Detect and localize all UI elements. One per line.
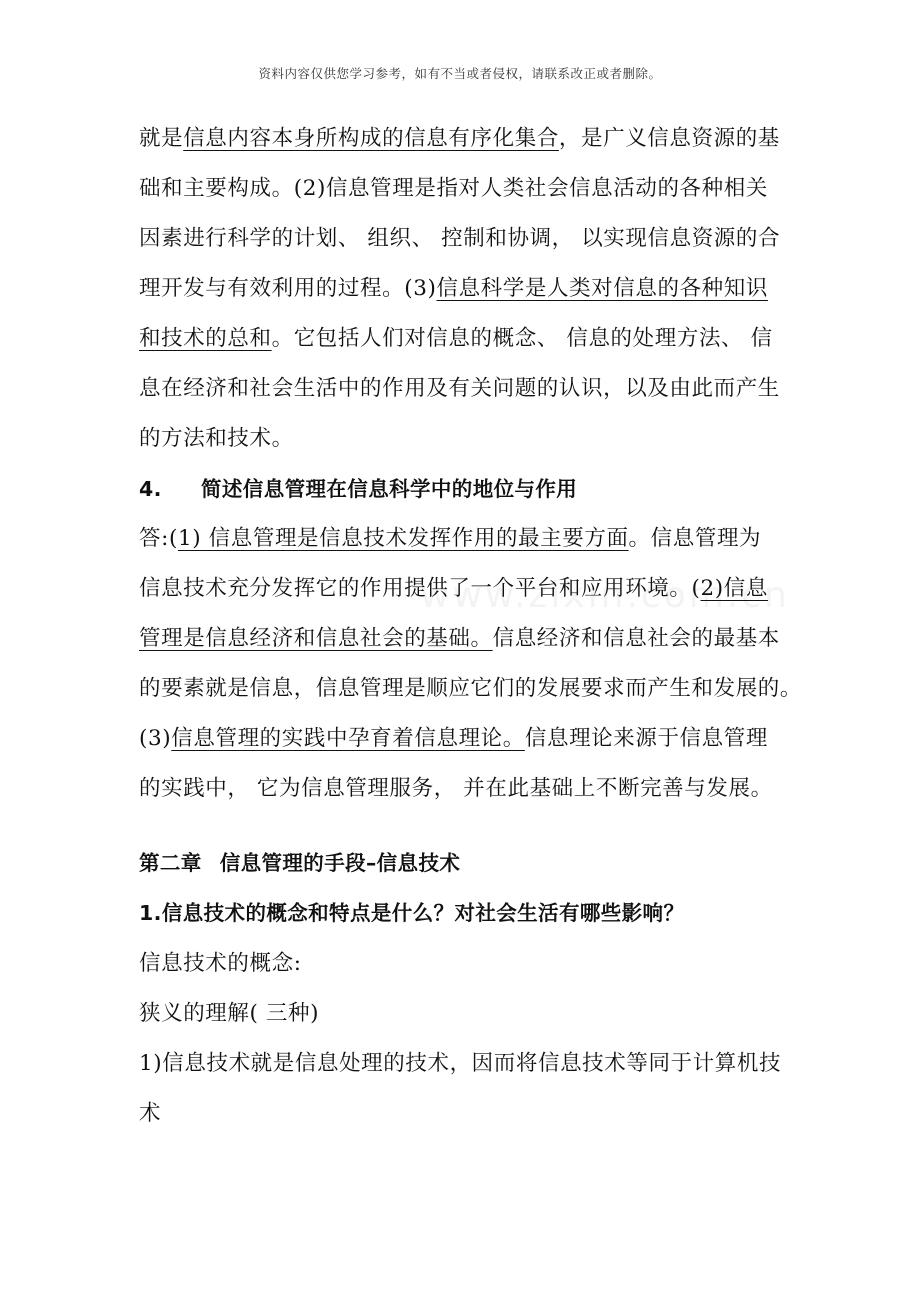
para1-line6: 息在经济和社会生活中的作用及有关问题的认识，以及由此而产生	[139, 376, 780, 401]
underlined-span: 1) 信息管理是信息技术发挥作用的最主要方面	[177, 526, 629, 551]
item1-line1: 1)信息技术就是信息处理的技术，因而将信息技术等同于计算机技	[139, 1051, 782, 1076]
underlined-span: 和技术的总和	[139, 326, 272, 351]
text-span: 就是	[139, 126, 184, 151]
text-span: 答:(	[139, 526, 178, 551]
answer-line3	[139, 624, 780, 654]
underlined-span: 信息科学是人类对信息的各种知识	[436, 276, 768, 301]
para1-line5	[139, 324, 773, 354]
answer-line2	[139, 574, 768, 604]
text-span: ，是广义信息资源的基	[558, 126, 780, 151]
answer-line1	[139, 524, 761, 554]
narrow-label: 狭义的理解( 三种)	[139, 1001, 320, 1026]
answer-line5	[139, 724, 768, 754]
para1-line2: 础和主要构成。(2)信息管理是指对人类社会信息活动的各种相关	[139, 176, 768, 201]
chapter-heading	[139, 848, 460, 878]
underlined-span: 信息内容本身所构成的信息有序化集合	[183, 126, 559, 151]
chapter-label: 第二章	[139, 851, 202, 875]
header-note: 资料内容仅供您学习参考，如有不当或者侵权，请联系改正或者删除。	[258, 66, 662, 81]
text-span: 信息理论来源于信息管理	[524, 726, 768, 751]
question-1-heading: 1.信息技术的概念和特点是什么？对社会生活有哪些影响？	[139, 901, 685, 925]
para1-line3: 因素进行科学的计划、 组织、 控制和协调， 以实现信息资源的合	[139, 226, 781, 251]
answer-line4: 的要素就是信息，信息管理是顺应它们的发展要求而产生和发展的。	[139, 676, 803, 701]
concept-label: 信息技术的概念:	[139, 951, 302, 976]
question-number: 4.	[139, 477, 162, 501]
para1-line7: 的方法和技术。	[139, 426, 294, 451]
para1-line1	[139, 124, 780, 154]
answer-line6: 的实践中， 它为信息管理服务， 并在此基础上不断完善与发展。	[139, 776, 773, 801]
underlined-span: 信息管理的实践中孕育着信息理论。	[171, 726, 525, 751]
chapter-title: 信息管理的手段–信息技术	[219, 851, 461, 875]
para1-line4	[139, 274, 768, 304]
underlined-span: 管理是信息经济和信息社会的基础。	[139, 626, 493, 651]
item1-line2: 术	[139, 1101, 162, 1126]
text-span: 。信息管理为	[628, 526, 762, 551]
text-span: 信息经济和信息社会的最基本	[492, 626, 780, 651]
text-span: (3)	[139, 726, 172, 751]
question-4-heading	[139, 474, 577, 504]
text-span: 。它包括人们对信息的概念、 信息的处理方法、 信	[271, 326, 773, 351]
text-span: 信息技术充分发挥它的作用提供了一个平台和应用环境。(	[139, 576, 701, 601]
question-title: 简述信息管理在信息科学中的地位与作用	[201, 477, 578, 501]
underlined-span: 2)信息	[700, 576, 768, 601]
text-span: 理开发与有效利用的过程。(3)	[139, 276, 437, 301]
